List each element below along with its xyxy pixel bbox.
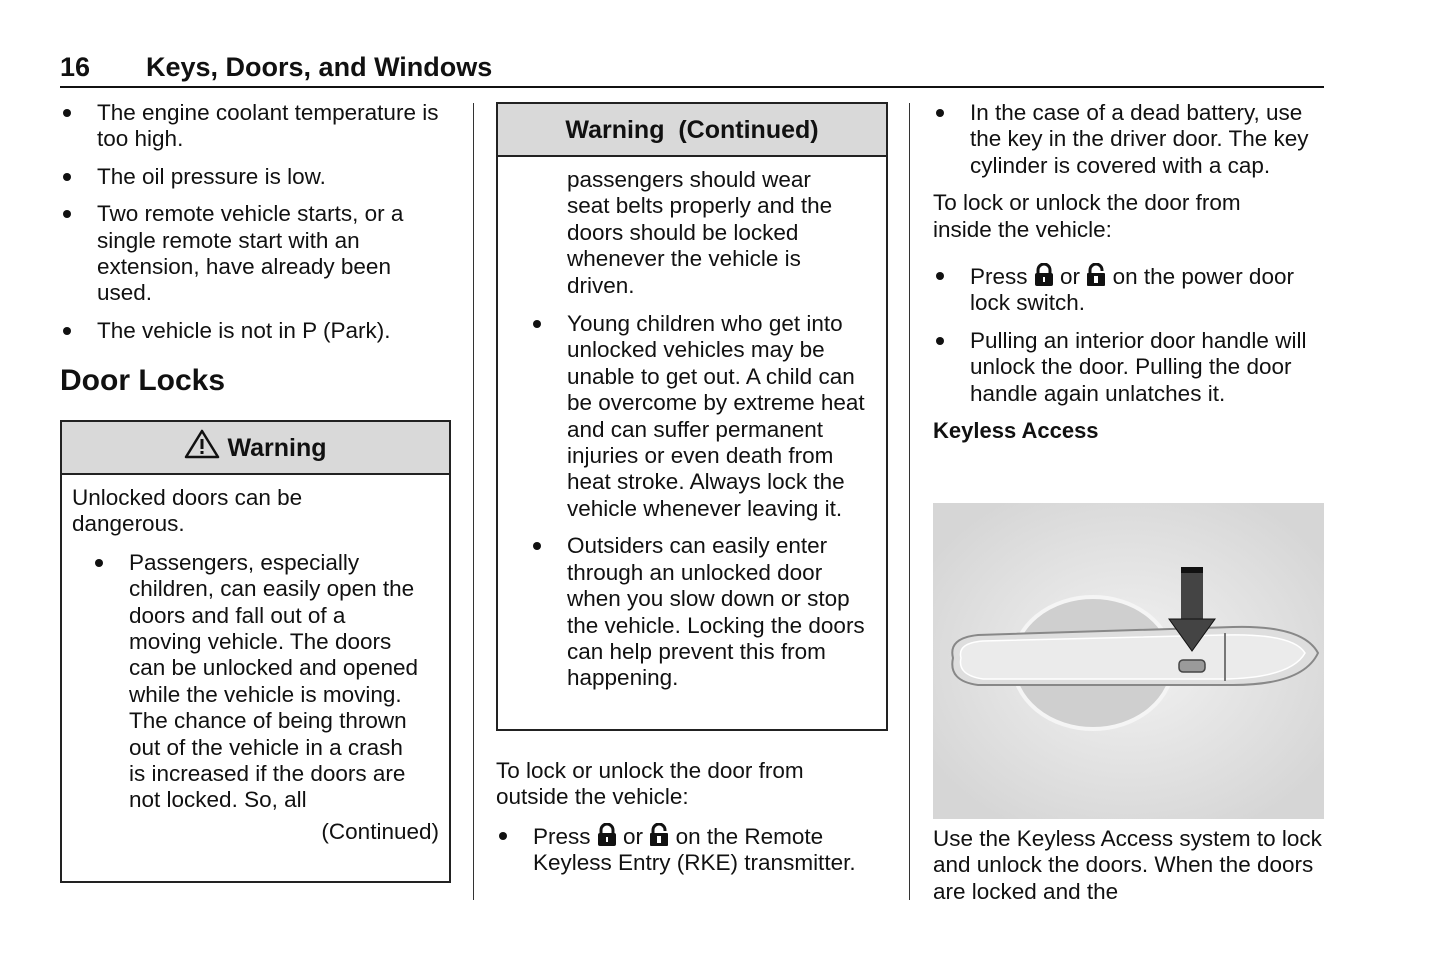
list-item: The oil pressure is low. [60,164,455,190]
lock-icon [1034,263,1054,287]
column-3 [933,100,1328,444]
page-header [60,50,1324,88]
warning-header [62,422,449,475]
door-handle-illustration [933,503,1324,819]
text: Press [533,823,591,849]
text: or [623,823,644,849]
warning-bullet: Passengers, especially children, can easily open the doors and fall out of a moving vehicle. The doors can be unlocked and opened while the vehicle is moving. The chance of being thrown out of the vehicle in a crash is increased if the doors are not locked. So, all [92,550,439,814]
lock-icon [597,823,617,847]
subheading: Keyless Access [933,418,1099,444]
text: or [1060,264,1081,290]
warning-intro: Unlocked doors can be dangerous. [72,485,303,537]
text: on the Remote Keyless Entry (RKE) transmitter. [533,823,856,876]
list-item: In the case of a dead battery, use the key in the driver door. The key cylinder is covered with a cap. [933,100,1328,179]
column-divider [473,103,474,900]
list-item: The vehicle is not in P (Park). [60,318,455,344]
section-title: Keys, Doors, and Windows [146,52,493,82]
list-item: Two remote vehicle starts, or a single remote start with an extension, have already been used. [60,201,455,307]
column-1 [60,100,455,411]
list-item [496,823,891,877]
door-handle-with-arrow-illustration [933,503,1324,819]
list-item: The engine coolant temperature is too high. [60,100,455,153]
section-heading: Door Locks [60,364,226,398]
continued-label: (Continued) [321,818,439,844]
keyless-caption: Use the Keyless Access system to lock and unlock the doors. When the doors are locked and the [933,826,1322,904]
unlock-icon [649,823,669,847]
warning-bullet: Outsiders can easily enter through an unlocked door when you slow down or stop the vehicle. Locking the doors can help prevent this from happening. [530,533,876,691]
text: Press [970,264,1028,290]
warning-title: Warning [227,434,327,462]
outside-lock-section [496,758,891,888]
column-divider [909,103,910,900]
text: on the power door lock switch. [970,264,1294,316]
warning-continued-box [496,102,888,731]
warning-continuation: passengers should wear seat belts properly and the doors should be locked whenever the vehicle is driven. [567,167,833,298]
list-item: Pulling an interior door handle will unlock the door. Pulling the door handle again unlatches it. [933,328,1328,407]
warning-header: Warning (Continued) [498,104,886,157]
page-number: 16 [60,52,91,82]
unlock-icon [1086,263,1106,287]
list-item [933,263,1328,317]
warning-box [60,420,451,883]
warning-triangle-icon [184,429,220,459]
outside-intro: To lock or unlock the door from outside the vehicle: [496,758,804,810]
inside-intro: To lock or unlock the door from inside the vehicle: [933,190,1241,242]
warning-bullet: Young children who get into unlocked vehicles may be unable to get out. A child can be overcome by extreme heat and can suffer permanent injuries or even death from heat stroke. Always lock the vehicle whenever leaving it. [530,311,876,522]
